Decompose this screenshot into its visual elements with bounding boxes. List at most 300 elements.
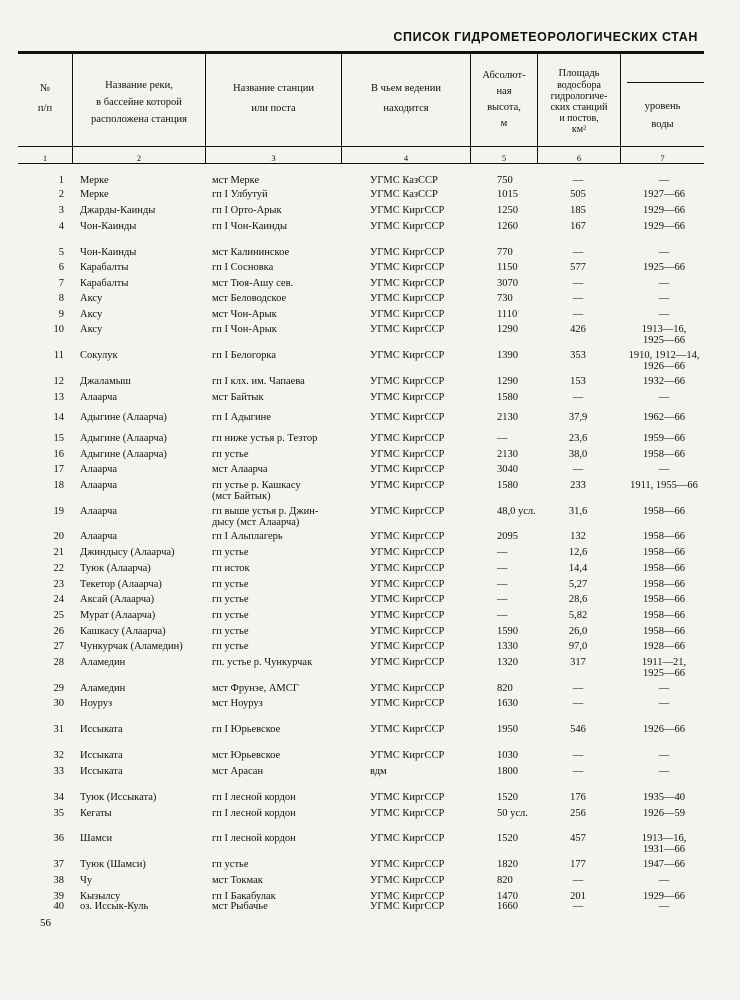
altitude-value: 48,0 усл. xyxy=(497,506,536,517)
river-name: Алаарча xyxy=(80,531,118,542)
water-level-years: 1931—66 xyxy=(643,844,685,855)
catchment-area: — xyxy=(572,464,584,475)
station-name: гп I Чон-Каинды xyxy=(212,221,288,232)
owner-org: УГМС КазССР xyxy=(370,189,438,200)
owner-org: УГМС КиргССР xyxy=(370,724,445,735)
water-level-years: 1929—66 xyxy=(643,891,685,902)
row-number: 23 xyxy=(53,579,64,590)
river-name: Карабалты xyxy=(80,262,129,273)
colnum-4: 4 xyxy=(403,153,409,163)
table-top-rule xyxy=(18,51,704,54)
station-name: гп I Адыгине xyxy=(212,412,271,423)
altitude-value: 1015 xyxy=(497,189,518,200)
altitude-value: 1580 xyxy=(497,480,518,491)
catchment-area: — xyxy=(572,175,584,186)
water-level-years: 1932—66 xyxy=(643,376,685,387)
owner-org: УГМС КиргССР xyxy=(370,205,445,216)
river-name: Кашкасу (Алаарча) xyxy=(80,626,166,637)
station-name: гп I Чон-Арык xyxy=(212,324,277,335)
catchment-area: 37,9 xyxy=(568,412,588,423)
row-number: 37 xyxy=(53,859,64,870)
catchment-area: 505 xyxy=(570,189,586,200)
altitude-value: — xyxy=(497,547,508,558)
row-number: 33 xyxy=(53,766,64,777)
water-level-years: — xyxy=(658,175,670,186)
catchment-area: — xyxy=(572,247,584,258)
owner-org: УГМС КиргССР xyxy=(370,657,445,668)
colnum-7: 7 xyxy=(660,153,665,163)
owner-org: УГМС КиргССР xyxy=(370,594,445,605)
water-level-years: 1958—66 xyxy=(643,626,685,637)
owner-org: УГМС КиргССР xyxy=(370,792,445,803)
owner-org: УГМС КиргССР xyxy=(370,293,445,304)
water-level-years: 1910, 1912—14, xyxy=(628,350,700,361)
catchment-area: 31,6 xyxy=(568,506,588,517)
catchment-area: 5,82 xyxy=(568,610,588,621)
row-number: 38 xyxy=(53,875,64,886)
row-number: 14 xyxy=(53,412,64,423)
row-number: 1 xyxy=(58,175,64,186)
altitude-value: 2095 xyxy=(497,531,518,542)
altitude-value: 1150 xyxy=(497,262,518,273)
altitude-value: — xyxy=(497,579,508,590)
station-name: мст Байтык xyxy=(212,392,264,403)
altitude-value: 1110 xyxy=(497,309,518,320)
station-name: мст Токмак xyxy=(212,875,263,886)
water-level-years: 1928—66 xyxy=(643,641,685,652)
row-number: 15 xyxy=(53,433,64,444)
water-level-years: 1958—66 xyxy=(643,531,685,542)
catchment-area: — xyxy=(572,278,584,289)
catchment-area: 577 xyxy=(570,262,586,273)
river-name: Аламедин xyxy=(80,657,126,668)
station-name: мст Арасан xyxy=(212,766,264,777)
row-number: 29 xyxy=(53,683,64,694)
station-name: гп устье xyxy=(212,594,249,605)
altitude-value: 1820 xyxy=(497,859,518,870)
altitude-value: 1520 xyxy=(497,833,518,844)
catchment-area: 167 xyxy=(570,221,586,232)
row-number: 27 xyxy=(53,641,64,652)
catchment-area: 256 xyxy=(570,808,586,819)
owner-org: УГМС КиргССР xyxy=(370,891,445,902)
river-name: Иссыката xyxy=(80,750,123,761)
water-level-years: — xyxy=(658,392,670,403)
catchment-area: 38,0 xyxy=(568,449,588,460)
river-name: Алаарча xyxy=(80,392,118,403)
owner-org: УГМС КиргССР xyxy=(370,859,445,870)
catchment-area: 177 xyxy=(570,859,586,870)
station-name: мст Рыбачье xyxy=(212,901,268,912)
altitude-value: 730 xyxy=(497,293,513,304)
water-level-years: — xyxy=(658,901,670,912)
altitude-value: 1590 xyxy=(497,626,518,637)
river-name: Мерке xyxy=(80,189,109,200)
station-name: мст Мерке xyxy=(212,175,260,186)
station-name: гп выше устья р. Джин- xyxy=(212,506,319,517)
row-number: 21 xyxy=(53,547,64,558)
catchment-area: 28,6 xyxy=(568,594,588,605)
owner-org: УГМС КиргССР xyxy=(370,480,445,491)
altitude-value: 750 xyxy=(497,175,513,186)
river-name: Текетор (Алаарча) xyxy=(80,579,162,590)
water-level-years: 1927—66 xyxy=(643,189,685,200)
station-name: гп I Белогорка xyxy=(212,350,276,361)
water-level-years: 1962—66 xyxy=(643,412,685,423)
river-name: Карабалты xyxy=(80,278,129,289)
altitude-value: — xyxy=(497,594,508,605)
station-name: гп I Орто-Арык xyxy=(212,205,282,216)
header-level: уровень воды xyxy=(644,101,681,130)
catchment-area: 426 xyxy=(570,324,586,335)
header-river: Название реки, в бассейне которой расположена станция xyxy=(91,80,187,125)
catchment-area: 176 xyxy=(570,792,586,803)
row-number: 17 xyxy=(53,464,64,475)
owner-org: УГМС КиргССР xyxy=(370,433,445,444)
station-name: гп устье р. Кашкасу xyxy=(212,480,301,491)
colnum-2: 2 xyxy=(136,153,142,163)
catchment-area: 26,0 xyxy=(568,626,588,637)
row-number: 13 xyxy=(53,392,64,403)
water-level-years: 1958—66 xyxy=(643,563,685,574)
row-number: 32 xyxy=(53,750,64,761)
colnum-6: 6 xyxy=(576,153,582,163)
water-level-years: 1913—16, xyxy=(641,324,687,335)
header-area: Площадь водосбора гидрологиче- ских станций и постов, км² xyxy=(550,68,608,135)
station-name: дысу (мст Алаарча) xyxy=(212,517,300,528)
altitude-value: 50 усл. xyxy=(497,808,528,819)
altitude-value: 1950 xyxy=(497,724,518,735)
water-level-years: 1958—66 xyxy=(643,506,685,517)
station-name: гп устье xyxy=(212,610,249,621)
altitude-value: 3040 xyxy=(497,464,518,475)
water-level-years: — xyxy=(658,750,670,761)
station-name: гп I лесной кордон xyxy=(212,833,296,844)
station-name: гп I Альплагерь xyxy=(212,531,283,542)
row-number: 20 xyxy=(53,531,64,542)
station-name: (мст Байтык) xyxy=(212,491,271,502)
owner-org: УГМС КиргССР xyxy=(370,412,445,423)
colnum-bottom-rule xyxy=(18,163,704,164)
row-number: 19 xyxy=(53,506,64,517)
catchment-area: 23,6 xyxy=(568,433,588,444)
row-number: 4 xyxy=(58,221,64,232)
water-level-years: 1958—66 xyxy=(643,449,685,460)
altitude-value: 1030 xyxy=(497,750,518,761)
header-bottom-rule xyxy=(18,146,704,147)
row-number: 7 xyxy=(58,278,64,289)
owner-org: УГМС КиргССР xyxy=(370,392,445,403)
owner-org: УГМС КиргССР xyxy=(370,833,445,844)
water-level-years: — xyxy=(658,278,670,289)
owner-org: УГМС КиргССР xyxy=(370,376,445,387)
altitude-value: 1290 xyxy=(497,376,518,387)
station-name: гп I Сосновка xyxy=(212,262,274,273)
station-name: гп I Бакабулак xyxy=(212,891,276,902)
colnum-5: 5 xyxy=(501,153,507,163)
altitude-value: 1660 xyxy=(497,901,518,912)
water-level-years: 1913—16, xyxy=(641,833,687,844)
river-name: Туюк (Алаарча) xyxy=(80,563,151,574)
owner-org: УГМС КиргССР xyxy=(370,626,445,637)
station-name: гп ниже устья р. Тезтор xyxy=(212,433,318,444)
river-name: Чункурчак (Аламедин) xyxy=(80,641,183,652)
catchment-area: — xyxy=(572,683,584,694)
river-name: Чон-Каинды xyxy=(80,221,137,232)
catchment-area: — xyxy=(572,392,584,403)
row-number: 18 xyxy=(53,480,64,491)
catchment-area: 353 xyxy=(570,350,586,361)
altitude-value: 1580 xyxy=(497,392,518,403)
owner-org: УГМС КиргССР xyxy=(370,309,445,320)
altitude-value: 770 xyxy=(497,247,513,258)
river-name: Ноуруз xyxy=(80,698,113,709)
water-level-years: 1958—66 xyxy=(643,610,685,621)
water-level-years: 1911, 1955—66 xyxy=(630,480,698,491)
river-name: Кегаты xyxy=(80,808,112,819)
water-level-years: — xyxy=(658,309,670,320)
catchment-area: 97,0 xyxy=(568,641,588,652)
water-level-years: 1959—66 xyxy=(643,433,685,444)
row-number: 9 xyxy=(58,309,64,320)
water-level-years: 1929—66 xyxy=(643,205,685,216)
water-level-years: — xyxy=(658,247,670,258)
catchment-area: 317 xyxy=(570,657,586,668)
station-name: мст Алаарча xyxy=(212,464,268,475)
row-number: 6 xyxy=(58,262,64,273)
river-name: Джарды-Каинды xyxy=(80,205,156,216)
river-name: оз. Иссык-Куль xyxy=(80,901,149,912)
owner-org: УГМС КиргССР xyxy=(370,750,445,761)
water-level-years: 1958—66 xyxy=(643,594,685,605)
row-number: 36 xyxy=(53,833,64,844)
owner-org: УГМС КиргССР xyxy=(370,610,445,621)
station-name: мст Тюя-Ашу сев. xyxy=(212,278,294,289)
river-name: Иссыката xyxy=(80,724,123,735)
catchment-area: 5,27 xyxy=(568,579,588,590)
altitude-value: 1250 xyxy=(497,205,518,216)
owner-org: УГМС КиргССР xyxy=(370,901,445,912)
water-level-years: 1935—40 xyxy=(643,792,685,803)
altitude-value: 1260 xyxy=(497,221,518,232)
water-level-years: 1911—21, xyxy=(641,657,687,668)
water-level-years: 1958—66 xyxy=(643,547,685,558)
owner-org: УГМС КиргССР xyxy=(370,350,445,361)
river-name: Адыгине (Алаарча) xyxy=(80,412,167,423)
colnum-1: 1 xyxy=(42,153,48,163)
river-name: Сокулук xyxy=(80,350,118,361)
altitude-value: 2130 xyxy=(497,412,518,423)
catchment-area: 12,6 xyxy=(568,547,588,558)
station-name: гп I лесной кордон xyxy=(212,792,296,803)
owner-org: вдм xyxy=(370,766,387,777)
header-owner: В чьем ведении находится xyxy=(371,83,441,114)
owner-org: УГМС КиргССР xyxy=(370,262,445,273)
row-number: 16 xyxy=(53,449,64,460)
owner-org: УГМС КиргССР xyxy=(370,547,445,558)
owner-org: УГМС КиргССР xyxy=(370,683,445,694)
river-name: Аксу xyxy=(80,309,103,320)
station-name: гп устье xyxy=(212,449,249,460)
river-name: Чу xyxy=(80,875,93,886)
station-name: гп устье xyxy=(212,579,249,590)
altitude-value: — xyxy=(497,433,508,444)
altitude-value: 1290 xyxy=(497,324,518,335)
water-level-years: — xyxy=(658,875,670,886)
header-num: № п/п xyxy=(37,83,53,114)
row-number: 10 xyxy=(53,324,64,335)
river-name: Иссыката xyxy=(80,766,123,777)
altitude-value: 2130 xyxy=(497,449,518,460)
river-name: Мурат (Алаарча) xyxy=(80,610,156,621)
water-level-years: 1925—66 xyxy=(643,262,685,273)
row-number: 28 xyxy=(53,657,64,668)
station-name: мст Фрунзе, АМСГ xyxy=(212,683,299,694)
row-number: 12 xyxy=(53,376,64,387)
river-name: Туюк (Иссыката) xyxy=(80,792,157,803)
row-number: 25 xyxy=(53,610,64,621)
owner-org: УГМС КиргССР xyxy=(370,506,445,517)
owner-org: УГМС КиргССР xyxy=(370,324,445,335)
water-level-years: 1926—66 xyxy=(643,361,685,372)
row-number: 5 xyxy=(58,247,64,258)
river-name: Кызылсу xyxy=(80,891,121,902)
river-name: Адыгине (Алаарча) xyxy=(80,449,167,460)
owner-org: УГМС КиргССР xyxy=(370,278,445,289)
row-number: 22 xyxy=(53,563,64,574)
catchment-area: — xyxy=(572,901,584,912)
station-name: мст Чон-Арык xyxy=(212,309,277,320)
altitude-value: 1470 xyxy=(497,891,518,902)
row-number: 24 xyxy=(53,594,64,605)
water-level-years: 1929—66 xyxy=(643,221,685,232)
river-name: Джиндысу (Алаарча) xyxy=(80,547,175,558)
water-level-years: 1947—66 xyxy=(643,859,685,870)
owner-org: УГМС КиргССР xyxy=(370,875,445,886)
owner-org: УГМС КиргССР xyxy=(370,531,445,542)
water-level-years: 1926—66 xyxy=(643,724,685,735)
water-level-years: — xyxy=(658,698,670,709)
altitude-value: 1520 xyxy=(497,792,518,803)
altitude-value: 1630 xyxy=(497,698,518,709)
river-name: Мерке xyxy=(80,175,109,186)
catchment-area: — xyxy=(572,698,584,709)
owner-org: УГМС КиргССР xyxy=(370,641,445,652)
altitude-value: 1800 xyxy=(497,766,518,777)
station-name: гп устье xyxy=(212,547,249,558)
river-name: Джаламыш xyxy=(80,376,131,387)
header-altitude: Абсолют- ная высота, м xyxy=(482,70,526,129)
owner-org: УГМС КиргССР xyxy=(370,221,445,232)
row-number: 30 xyxy=(53,698,64,709)
catchment-area: 457 xyxy=(570,833,586,844)
altitude-value: — xyxy=(497,610,508,621)
water-level-years: 1925—66 xyxy=(643,335,685,346)
water-level-years: — xyxy=(658,766,670,777)
row-number: 35 xyxy=(53,808,64,819)
river-name: Аксай (Алаарча) xyxy=(80,594,155,605)
owner-org: УГМС КиргССР xyxy=(370,464,445,475)
station-name: гп I Юрьевское xyxy=(212,724,281,735)
water-level-years: — xyxy=(658,464,670,475)
river-name: Адыгине (Алаарча) xyxy=(80,433,167,444)
river-name: Аламедин xyxy=(80,683,126,694)
owner-org: УГМС КиргССР xyxy=(370,808,445,819)
water-level-years: — xyxy=(658,683,670,694)
station-name: мст Калининское xyxy=(212,247,290,258)
row-number: 40 xyxy=(53,901,64,912)
page-title: СПИСОК ГИДРОМЕТЕОРОЛОГИЧЕСКИХ СТАН xyxy=(393,30,698,44)
station-name: гп. устье р. Чункурчак xyxy=(212,657,313,668)
altitude-value: 3070 xyxy=(497,278,518,289)
station-name: гп исток xyxy=(212,563,250,574)
catchment-area: — xyxy=(572,750,584,761)
row-number: 39 xyxy=(53,891,64,902)
owner-org: УГМС КиргССР xyxy=(370,247,445,258)
row-number: 2 xyxy=(58,189,64,200)
water-level-years: 1958—66 xyxy=(643,579,685,590)
river-name: Алаарча xyxy=(80,464,118,475)
station-name: мст Беловодское xyxy=(212,293,287,304)
altitude-value: 1320 xyxy=(497,657,518,668)
owner-org: УГМС КазССР xyxy=(370,175,438,186)
row-number: 34 xyxy=(53,792,64,803)
altitude-value: 820 xyxy=(497,875,513,886)
river-name: Чон-Каинды xyxy=(80,247,137,258)
altitude-value: 1390 xyxy=(497,350,518,361)
catchment-area: — xyxy=(572,293,584,304)
catchment-area: — xyxy=(572,766,584,777)
river-name: Алаарча xyxy=(80,506,118,517)
altitude-value: — xyxy=(497,563,508,574)
level-group-rule xyxy=(627,82,704,83)
station-name: гп устье xyxy=(212,641,249,652)
owner-org: УГМС КиргССР xyxy=(370,698,445,709)
catchment-area: — xyxy=(572,875,584,886)
row-number: 8 xyxy=(58,293,64,304)
water-level-years: — xyxy=(658,293,670,304)
station-name: мст Юрьевское xyxy=(212,750,281,761)
station-name: гп I Улбутуй xyxy=(212,189,268,200)
row-number: 11 xyxy=(53,350,64,361)
river-name: Шамси xyxy=(80,833,113,844)
water-level-years: 1926—59 xyxy=(643,808,685,819)
catchment-area: — xyxy=(572,309,584,320)
row-number: 26 xyxy=(53,626,64,637)
catchment-area: 132 xyxy=(570,531,586,542)
owner-org: УГМС КиргССР xyxy=(370,449,445,460)
station-name: гп I лесной кордон xyxy=(212,808,296,819)
river-name: Аксу xyxy=(80,293,103,304)
catchment-area: 153 xyxy=(570,376,586,387)
owner-org: УГМС КиргССР xyxy=(370,563,445,574)
water-level-years: 1925—66 xyxy=(643,668,685,679)
station-name: гп устье xyxy=(212,626,249,637)
station-name: гп I клх. им. Чапаева xyxy=(212,376,305,387)
station-name: гп устье xyxy=(212,859,249,870)
catchment-area: 201 xyxy=(570,891,586,902)
page-number: 56 xyxy=(40,917,51,929)
altitude-value: 1330 xyxy=(497,641,518,652)
river-name: Алаарча xyxy=(80,480,118,491)
row-number: 31 xyxy=(53,724,64,735)
header-station: Название станции или поста xyxy=(233,83,314,114)
catchment-area: 233 xyxy=(570,480,586,491)
catchment-area: 185 xyxy=(570,205,586,216)
owner-org: УГМС КиргССР xyxy=(370,579,445,590)
colnum-3: 3 xyxy=(271,153,276,163)
catchment-area: 546 xyxy=(570,724,586,735)
